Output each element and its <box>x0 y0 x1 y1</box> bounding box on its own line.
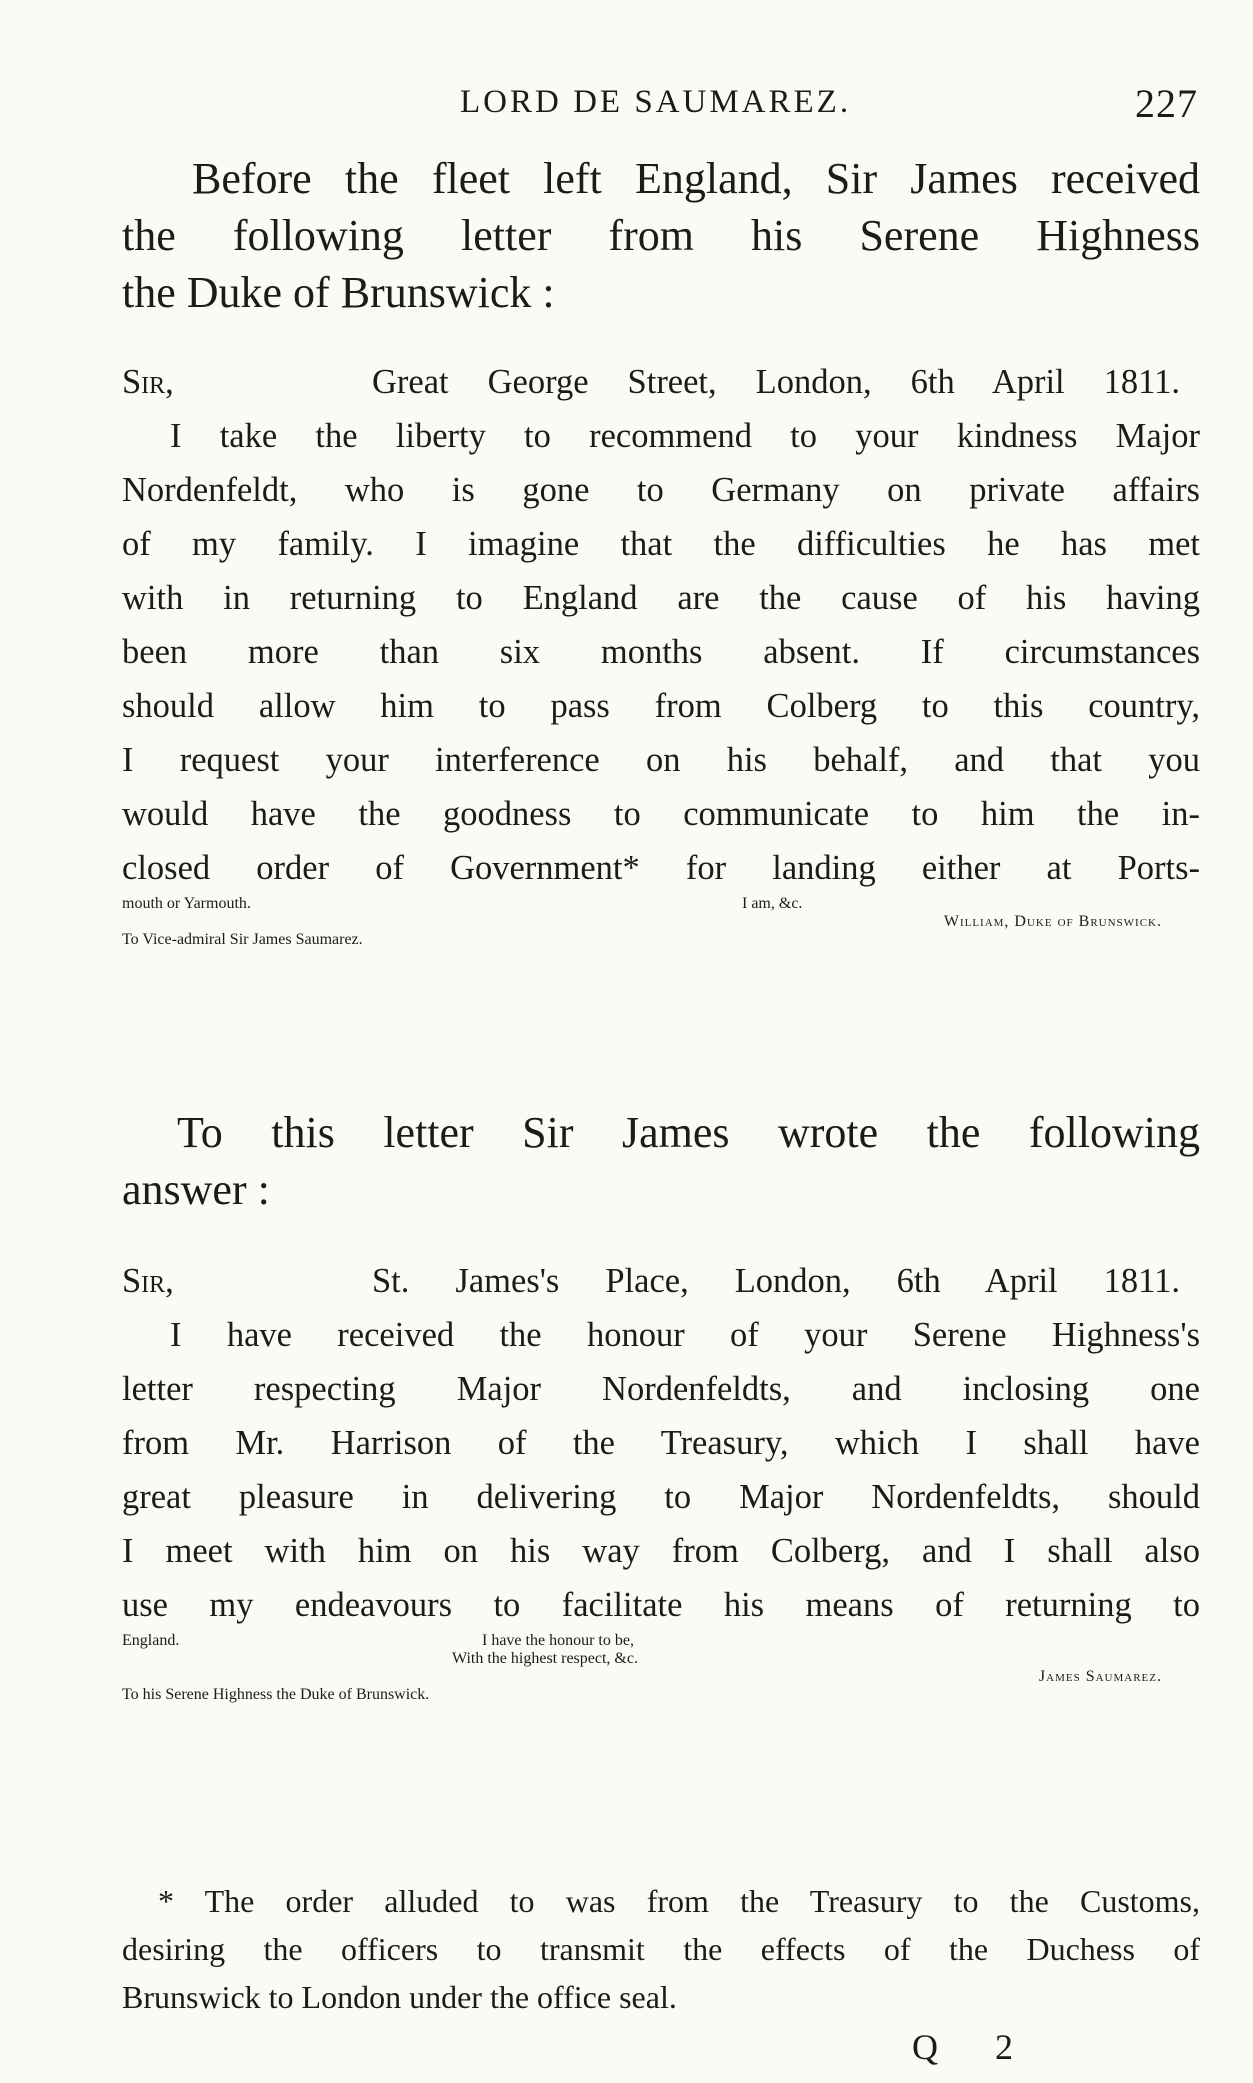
letter-signature: James Saumarez. <box>1038 1668 1162 1685</box>
place-date: Great George Street, London, 6th April 1811. <box>372 363 1180 401</box>
letter-line: of my family. I imagine that the difficulties he has met <box>122 525 1200 563</box>
intro-paragraph <box>122 150 1200 321</box>
footnote-line: * The order alluded to was from the Treasury to the Customs, <box>158 1883 1200 1919</box>
place-date: St. James's Place, London, 6th April 1811. <box>372 1262 1180 1300</box>
letter-closing-row <box>122 1632 1200 1650</box>
letter-last-line: mouth or Yarmouth. <box>122 895 251 912</box>
letter-line: should allow him to pass from Colberg to this country, <box>122 687 1200 725</box>
page-number: 227 <box>1135 81 1198 126</box>
footnote-line: desiring the officers to transmit the effects of the Duchess of <box>122 1931 1200 1967</box>
salutation: Sir, <box>122 363 174 401</box>
letter-addressee: To Vice-admiral Sir James Saumarez. <box>122 931 363 948</box>
letter-from-duke <box>122 355 1200 949</box>
running-head: LORD DE SAUMAREZ. <box>460 84 852 120</box>
letter-line: use my endeavours to facilitate his means of returning to <box>122 1586 1200 1624</box>
letter-closing-2: With the highest respect, &c. <box>452 1650 638 1667</box>
letter-line: Nordenfeldt, who is gone to Germany on private affairs <box>122 471 1200 509</box>
salutation: Sir, <box>122 1262 174 1300</box>
letter-line: I take the liberty to recommend to your kindness Major <box>170 417 1200 455</box>
letter-line: I request your interference on his behalf, and that you <box>122 741 1200 779</box>
answer-intro-line: To this letter Sir James wrote the following <box>177 1108 1200 1157</box>
printer-signature-mark: Q 2 <box>912 2027 1037 2067</box>
letter-signature: William, Duke of Brunswick. <box>943 913 1162 930</box>
letter-from-saumarez <box>122 1254 1200 1704</box>
intro-line: the Duke of Brunswick : <box>122 268 555 317</box>
letter-line: from Mr. Harrison of the Treasury, which I shall have <box>122 1424 1200 1462</box>
footnote-line: Brunswick to London under the office seal. <box>122 1979 677 2015</box>
letter-last-line: England. <box>122 1632 180 1649</box>
letter-salutation-row <box>122 355 1200 409</box>
page-header <box>130 81 1210 134</box>
letter-closing-row <box>122 895 1200 913</box>
letter-line: closed order of Government* for landing either at Ports- <box>122 849 1200 887</box>
letter-salutation-row <box>122 1254 1200 1308</box>
letter-line: letter respecting Major Nordenfeldts, and inclosing one <box>122 1370 1200 1408</box>
letter-addressee: To his Serene Highness the Duke of Brunswick. <box>122 1686 430 1703</box>
letter-line: great pleasure in delivering to Major Nordenfeldts, should <box>122 1478 1200 1516</box>
intro-line: Before the fleet left England, Sir James received <box>192 154 1200 203</box>
letter-line: I have received the honour of your Serene Highness's <box>170 1316 1200 1354</box>
letter-closing: I have the honour to be, <box>482 1632 634 1649</box>
letter-line: with in returning to England are the cause of his having <box>122 579 1200 617</box>
answer-intro-line: answer : <box>122 1165 270 1214</box>
letter-line: would have the goodness to communicate to him the in- <box>122 795 1200 833</box>
letter-line: been more than six months absent. If circumstances <box>122 633 1200 671</box>
letter-line: I meet with him on his way from Colberg, and I shall also <box>122 1532 1200 1570</box>
intro-line: the following letter from his Serene Highness <box>122 211 1200 260</box>
footnote <box>122 1877 1200 2021</box>
letter-closing: I am, &c. <box>742 895 803 912</box>
answer-intro-paragraph <box>122 1104 1200 1218</box>
